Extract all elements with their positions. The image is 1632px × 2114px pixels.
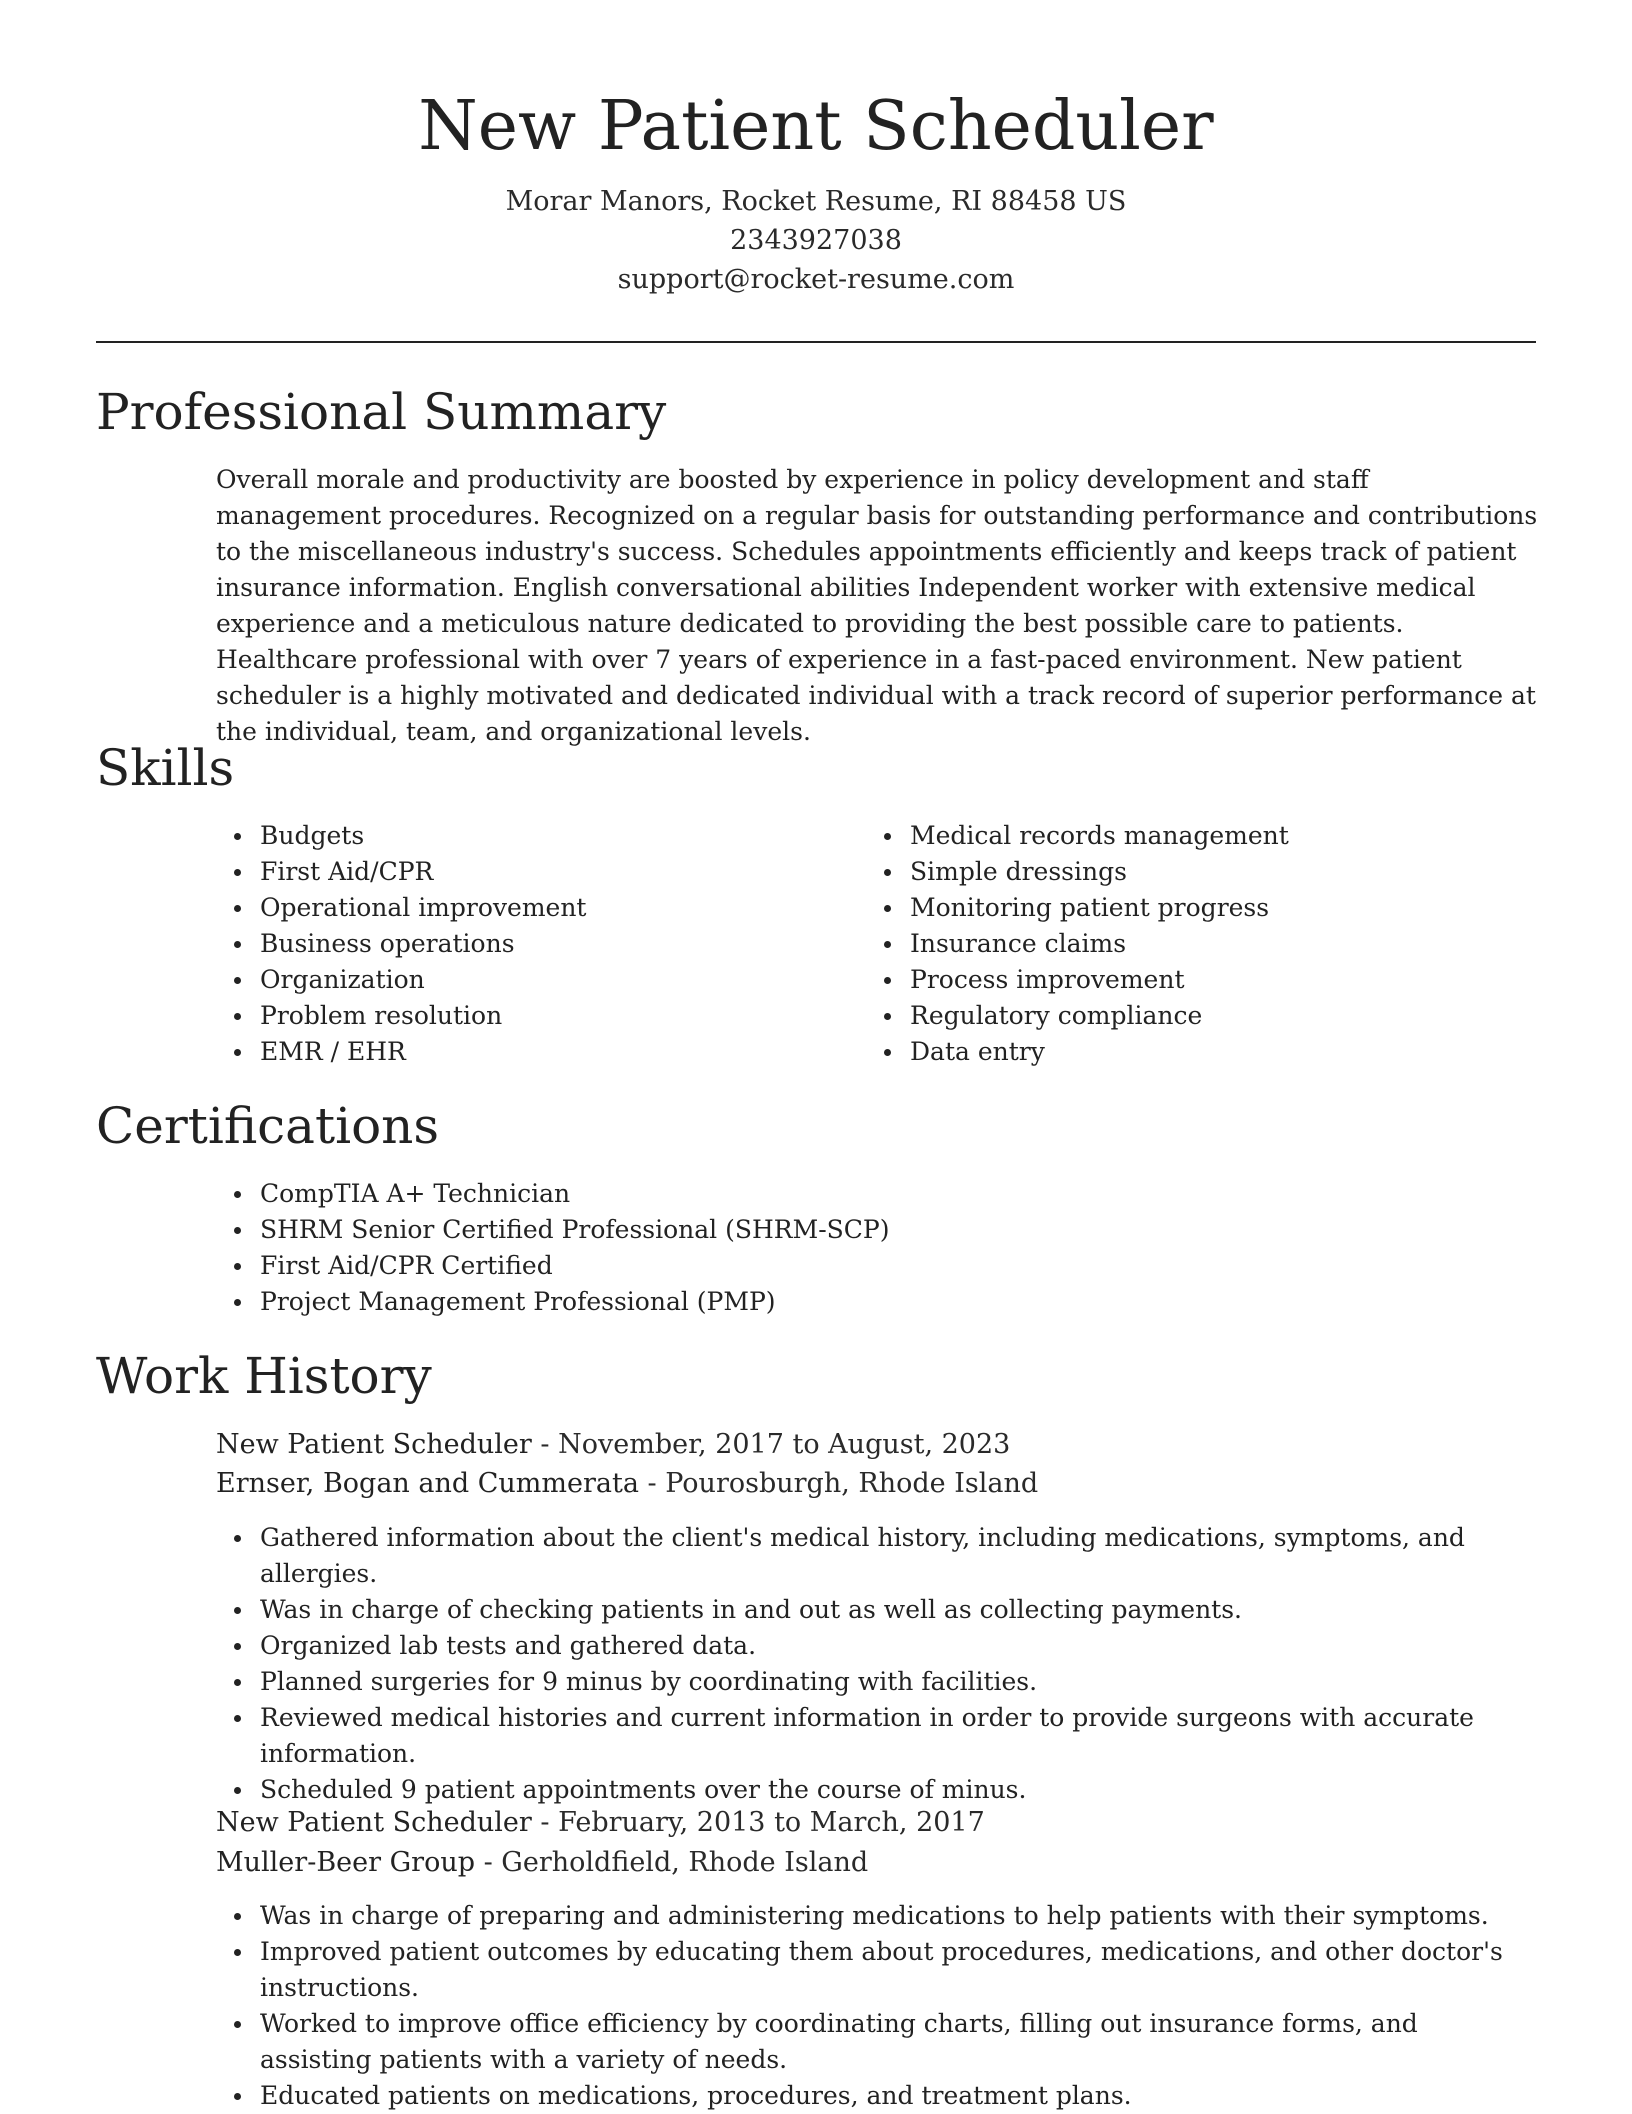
list-item: Organization bbox=[216, 962, 836, 998]
contact-phone: 2343927038 bbox=[730, 225, 902, 256]
list-item: Project Management Professional (PMP) bbox=[216, 1284, 1216, 1320]
job-location: - Pourosburgh, Rhode Island bbox=[638, 1468, 1039, 1499]
list-item: Improved patient outcomes by educating them about procedures, medications, and other doctor's instructions. bbox=[216, 1934, 1536, 2006]
list-item: Worked to improve office efficiency by coordinating charts, filling out insurance forms, and assisting patients with a variety of needs. bbox=[216, 2006, 1536, 2078]
job-2-company-line bbox=[216, 1843, 868, 1882]
list-item: Budgets bbox=[216, 818, 836, 854]
list-item: Monitoring patient progress bbox=[866, 890, 1486, 926]
list-item: CompTIA A+ Technician bbox=[216, 1176, 1216, 1212]
list-item: Gathered information about the client's medical history, including medications, symptoms, and allergies. bbox=[216, 1520, 1536, 1592]
list-item: Data entry bbox=[866, 1034, 1486, 1070]
section-title-certifications: Certifications bbox=[96, 1097, 440, 1155]
job-1-company-line bbox=[216, 1464, 1038, 1503]
list-item: Planned surgeries for 9 minus by coordinating with facilities. bbox=[216, 1664, 1536, 1700]
job-role: New Patient Scheduler bbox=[216, 1429, 532, 1460]
list-item: Organized lab tests and gathered data. bbox=[216, 1628, 1536, 1664]
list-item: Reviewed medical histories and current information in order to provide surgeons with accurate information. bbox=[216, 1700, 1536, 1772]
job-1-bullets bbox=[216, 1520, 1536, 1808]
list-item: Was in charge of checking patients in and out as well as collecting payments. bbox=[216, 1592, 1536, 1628]
list-item: Scheduled 9 patient appointments over the course of minus. bbox=[216, 1772, 1536, 1808]
list-item: Problem resolution bbox=[216, 998, 836, 1034]
job-2-bullets bbox=[216, 1898, 1536, 2114]
job-location: - Gerholdfield, Rhode Island bbox=[475, 1847, 869, 1878]
contact-email: support@rocket-resume.com bbox=[617, 264, 1015, 295]
section-title-work-history: Work History bbox=[96, 1347, 432, 1405]
list-item: First Aid/CPR bbox=[216, 854, 836, 890]
list-item: Insurance claims bbox=[866, 926, 1486, 962]
list-item: SHRM Senior Certified Professional (SHRM-SCP) bbox=[216, 1212, 1216, 1248]
certifications-list bbox=[216, 1176, 1216, 1320]
list-item: Business operations bbox=[216, 926, 836, 962]
list-item: First Aid/CPR Certified bbox=[216, 1248, 1216, 1284]
list-item: Process improvement bbox=[866, 962, 1486, 998]
list-item: Simple dressings bbox=[866, 854, 1486, 890]
skills-list-left bbox=[216, 818, 836, 1070]
contact-block bbox=[0, 182, 1632, 299]
skills-list-right bbox=[866, 818, 1486, 1070]
resume-header bbox=[0, 0, 1632, 299]
job-dates: - November, 2017 to August, 2023 bbox=[531, 1429, 1011, 1460]
job-role: New Patient Scheduler bbox=[216, 1807, 532, 1838]
candidate-name: New Patient Scheduler bbox=[418, 87, 1214, 166]
section-title-skills: Skills bbox=[96, 739, 235, 797]
list-item: Medical records management bbox=[866, 818, 1486, 854]
list-item: EMR / EHR bbox=[216, 1034, 836, 1070]
list-item: Educated patients on medications, procedures, and treatment plans. bbox=[216, 2078, 1536, 2114]
list-item: Regulatory compliance bbox=[866, 998, 1486, 1034]
job-dates: - February, 2013 to March, 2017 bbox=[531, 1807, 985, 1838]
section-title-summary: Professional Summary bbox=[96, 383, 667, 441]
contact-address: Morar Manors, Rocket Resume, RI 88458 US bbox=[505, 186, 1127, 217]
job-company: Muller-Beer Group bbox=[216, 1847, 476, 1878]
summary-text: Overall morale and productivity are boosted by experience in policy development and staff management procedures. Recognized on a regular basis for outstanding performance and contributions to the miscellaneous industry's success. Schedules appointments efficiently and keeps track of patient insurance information. English conversational abilities Independent worker with extensive medical experience and a meticulous nature dedicated to providing the best possible care to patients. Healthcare professional with over 7 years of experience in a fast-paced environment. New patient scheduler is a highly motivated and dedicated individual with a track record of superior performance at the individual, team, and organizational levels. bbox=[216, 465, 1538, 746]
job-2-title-line bbox=[216, 1803, 985, 1842]
list-item: Was in charge of preparing and administering medications to help patients with their symptoms. bbox=[216, 1898, 1536, 1934]
header-divider bbox=[96, 341, 1536, 343]
job-company: Ernser, Bogan and Cummerata bbox=[216, 1468, 639, 1499]
job-1-title-line bbox=[216, 1425, 1010, 1464]
list-item: Operational improvement bbox=[216, 890, 836, 926]
